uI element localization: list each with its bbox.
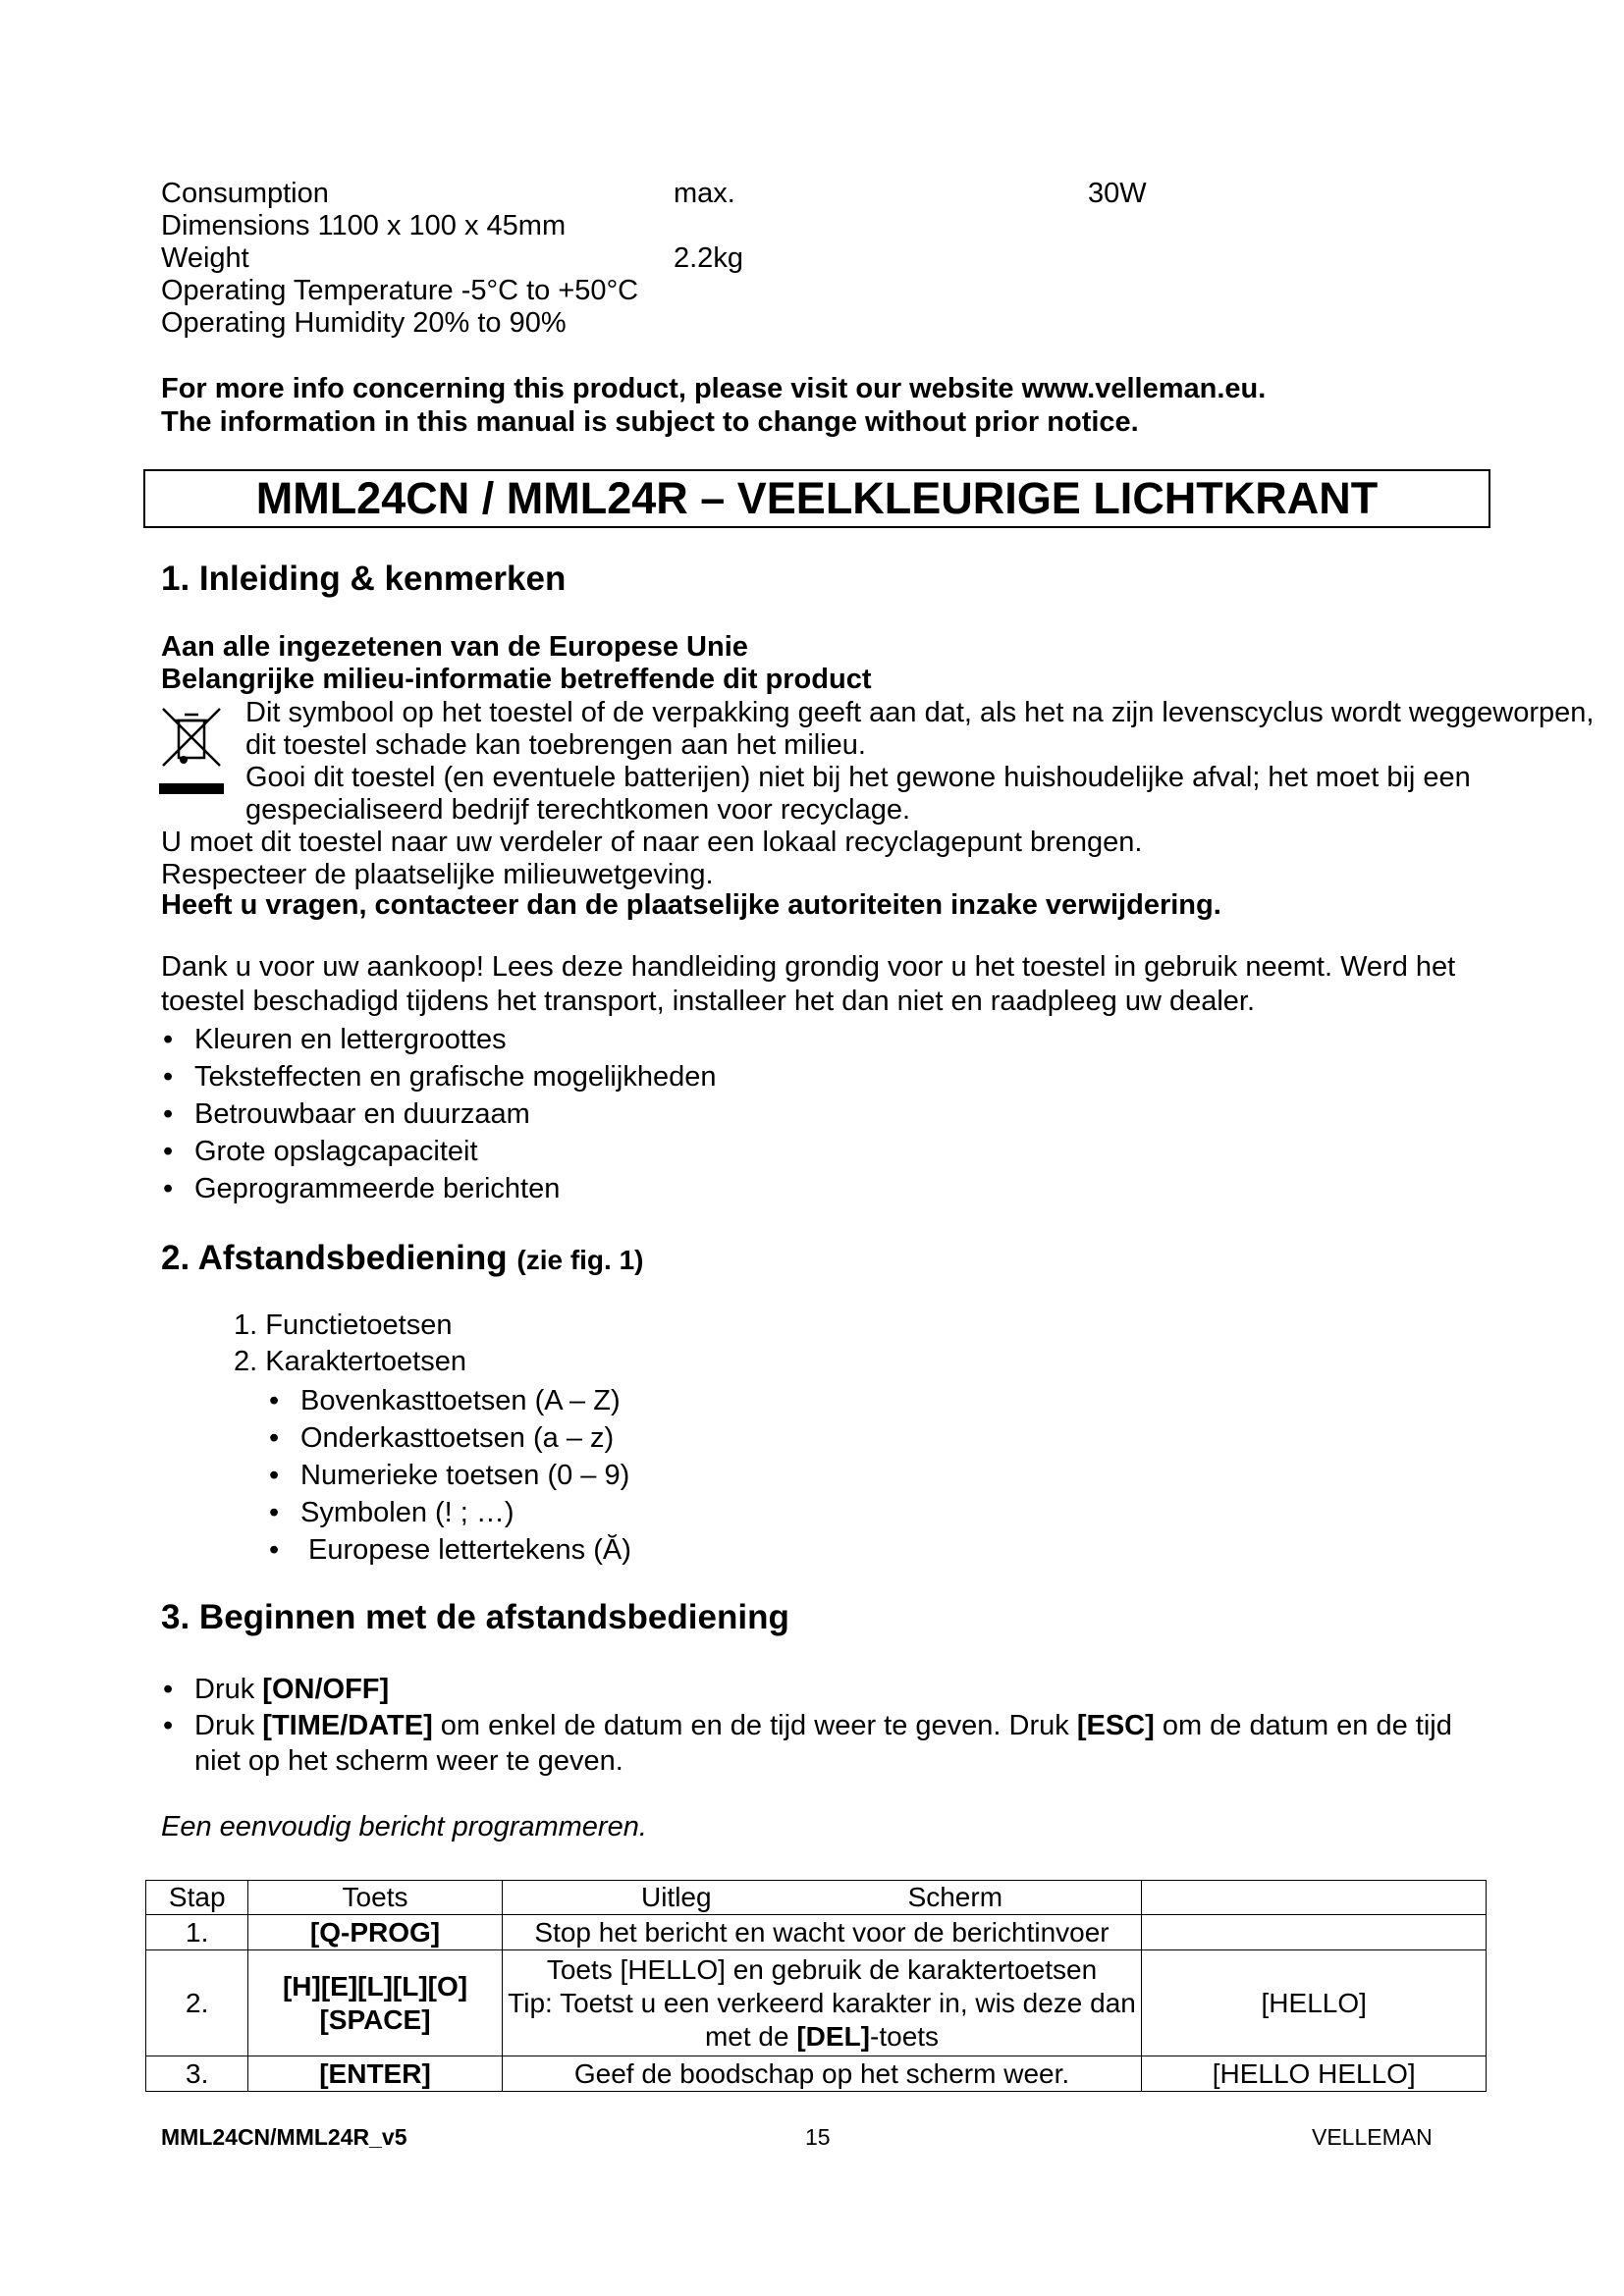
cell-toets: [Q-PROG] [248, 1915, 502, 1950]
cell-toets: [H][E][L][L][O] [SPACE] [248, 1950, 502, 2056]
eu-line-2: Belangrijke milieu-informatie betreffende dit product [161, 664, 872, 695]
spec-mid-consumption: max. [674, 178, 735, 209]
weee-paragraph-2a: Gooi dit toestel (en eventuele batterijen) niet bij het gewone huishoudelijke afval; het moet bij een [245, 762, 1471, 793]
footer-brand: VELLEMAN [1312, 2124, 1433, 2150]
cell-uitleg: Toets [HELLO] en gebruik de karaktertoetsen Tip: Toetst u een verkeerd karakter in, wis deze dan met de [DEL]-toets [502, 1950, 1142, 2056]
list-item: • Druk [ON/OFF] [161, 1671, 1477, 1708]
list-item: • Geprogrammeerde berichten [161, 1170, 1339, 1207]
header-uitleg-scherm: Uitleg Scherm [502, 1881, 1142, 1915]
legislation-line: Respecteer de plaatselijke milieuwetgeving. [161, 859, 714, 890]
table-header-row [146, 1881, 1487, 1915]
list-item: 2. Karaktertoetsen [234, 1346, 466, 1377]
table-row [146, 2056, 1487, 2092]
list-item: • Grote opslagcapaciteit [161, 1133, 1339, 1170]
section3-heading: 3. Beginnen met de afstandsbediening [161, 1598, 789, 1636]
spec-label-weight: Weight [161, 242, 249, 274]
cell-uitleg: Geef de boodschap op het scherm weer. [502, 2056, 1142, 2092]
header-stap: Stap [146, 1881, 248, 1915]
cell-stap: 2. [146, 1950, 248, 2056]
info-line-2: The information in this manual is subject to change without prior notice. [161, 406, 1139, 438]
weee-bin-icon [157, 701, 226, 799]
remote-key-list [234, 1308, 466, 1380]
thanks-paragraph: Dank u voor uw aankoop! Lees deze handleiding grondig voor u het toestel in gebruik neemt. Werd het toestel beschadigd tijdens het transport, installeer het dan niet en raadpleeg uw dealer. [161, 951, 1456, 1017]
list-item: • Symbolen (! ; …) [267, 1494, 631, 1531]
table-row [146, 1950, 1487, 2056]
spec-label-humidity: Operating Humidity 20% to 90% [161, 307, 567, 339]
list-item: 1. Functietoetsen [234, 1309, 453, 1341]
character-key-sublist [267, 1382, 631, 1569]
list-item: • Numerieke toetsen (0 – 9) [267, 1457, 631, 1494]
section1-heading: 1. Inleiding & kenmerken [161, 560, 567, 598]
section2-note: (zie fig. 1) [516, 1245, 644, 1275]
eu-line-1: Aan alle ingezetenen van de Europese Unie [161, 631, 748, 663]
weee-paragraph-2b: gespecialiseerd bedrijf terechtkomen voor recyclage. [245, 794, 911, 826]
list-item: • Druk [TIME/DATE] om enkel de datum en de tijd weer te geven. Druk [ESC] om de datum en de tijd niet op het scherm weer te geven. [161, 1708, 1477, 1779]
cell-stap: 3. [146, 2056, 248, 2092]
spec-label-consumption: Consumption [161, 178, 329, 209]
table-row [146, 1915, 1487, 1950]
section2-heading [161, 1239, 644, 1280]
header-empty [1142, 1881, 1487, 1915]
recycle-line: U moet dit toestel naar uw verdeler of naar een lokaal recyclagepunt brengen. [161, 827, 1143, 858]
list-item: • Kleuren en lettergroottes [161, 1021, 1339, 1058]
list-item: • Betrouwbaar en duurzaam [161, 1095, 1339, 1133]
cell-scherm [1142, 1915, 1487, 1950]
start-list [161, 1671, 1477, 1779]
list-item: • Europese lettertekens (Ă) [267, 1531, 631, 1569]
spec-value-consumption: 30W [1088, 178, 1147, 209]
cell-scherm: [HELLO HELLO] [1142, 2056, 1487, 2092]
list-item: • Onderkasttoetsen (a – z) [267, 1419, 631, 1457]
questions-line: Heeft u vragen, contacteer dan de plaatselijke autoriteiten inzake verwijdering. [161, 889, 1221, 921]
spec-mid-weight: 2.2kg [674, 242, 743, 274]
steps-table [145, 1880, 1487, 2092]
info-line-1: For more info concerning this product, please visit our website www.velleman.eu. [161, 373, 1267, 404]
section2-title: 2. Afstandsbediening [161, 1239, 508, 1277]
cell-uitleg: Stop het bericht en wacht voor de berichtinvoer [502, 1915, 1142, 1950]
header-toets: Toets [248, 1881, 502, 1915]
weee-paragraph-1a: Dit symbool op het toestel of de verpakking geeft aan dat, als het na zijn levenscyclus wordt weggeworpen, [245, 697, 1595, 728]
cell-toets: [ENTER] [248, 2056, 502, 2092]
feature-list [161, 1021, 1339, 1207]
list-item: • Bovenkasttoetsen (A – Z) [267, 1382, 631, 1419]
cell-stap: 1. [146, 1915, 248, 1950]
spec-label-dimensions: Dimensions 1100 x 100 x 45mm [161, 210, 567, 241]
footer-page-number: 15 [805, 2124, 831, 2150]
list-item: • Teksteffecten en grafische mogelijkheden [161, 1058, 1339, 1095]
cell-scherm: [HELLO] [1142, 1950, 1487, 2056]
footer-model: MML24CN/MML24R_v5 [161, 2124, 407, 2150]
spec-label-temperature: Operating Temperature -5°C to +50°C [161, 275, 639, 306]
main-title: MML24CN / MML24R – VEELKLEURIGE LICHTKRANT [143, 469, 1490, 528]
weee-paragraph-1b: dit toestel schade kan toebrengen aan het milieu. [245, 729, 866, 761]
program-caption: Een eenvoudig bericht programmeren. [161, 1811, 647, 1842]
